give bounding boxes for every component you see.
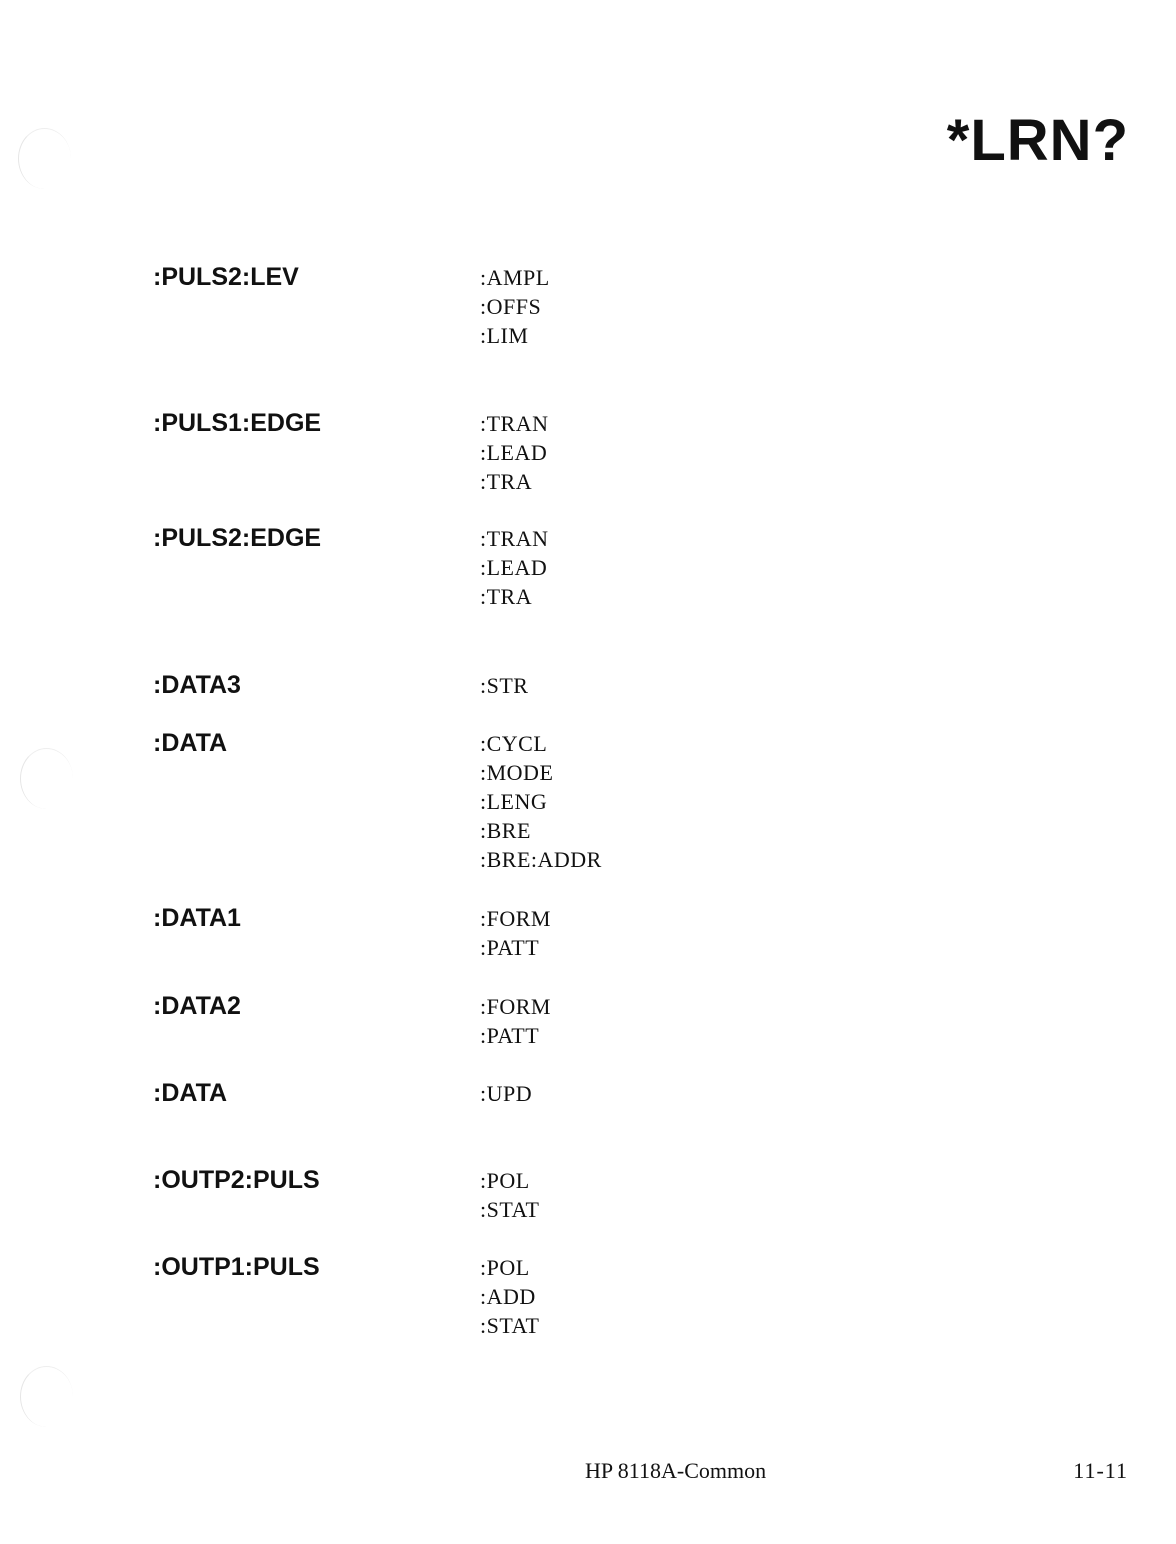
subcommand-item: :POL (480, 1168, 530, 1193)
subcommand-item: :LEAD (480, 555, 548, 580)
command-group-name: :OUTP1:PULS (153, 1253, 320, 1281)
subcommand-list (480, 671, 528, 700)
subcommand-item: :PATT (480, 1023, 540, 1048)
subcommand-list (480, 263, 550, 350)
command-group-name: :PULS2:LEV (153, 263, 299, 291)
subcommand-item: :CYCL (480, 731, 548, 756)
subcommand-item: :OFFS (480, 294, 542, 319)
subcommand-item: :BRE (480, 818, 531, 843)
page-title: *LRN? (946, 108, 1129, 173)
subcommand-item: :TRA (480, 469, 533, 494)
command-group-name: :PULS2:EDGE (153, 524, 322, 552)
subcommand-list (480, 729, 602, 874)
subcommand-item: :FORM (480, 906, 551, 931)
subcommand-list (480, 1253, 539, 1340)
subcommand-item: :LIM (480, 323, 529, 348)
command-group-name: :DATA (153, 729, 228, 757)
subcommand-list (480, 524, 549, 611)
command-group-name: :OUTP2:PULS (153, 1166, 320, 1194)
command-group-name: :DATA (153, 1079, 228, 1107)
subcommand-item: :STR (480, 673, 529, 698)
subcommand-item: :MODE (480, 760, 554, 785)
footer-document-name: HP 8118A-Common (585, 1458, 767, 1483)
subcommand-list (480, 904, 551, 962)
subcommand-item: :TRAN (480, 411, 549, 436)
binder-hole-mark (20, 1366, 73, 1427)
subcommand-item: :TRA (480, 584, 533, 609)
footer-page-number: 11-11 (1073, 1458, 1128, 1483)
subcommand-item: :TRAN (480, 526, 549, 551)
subcommand-list (480, 409, 549, 496)
subcommand-item: :BRE:ADDR (480, 847, 602, 872)
binder-hole-mark (20, 748, 73, 809)
subcommand-list (480, 992, 551, 1050)
command-group-name: :DATA1 (153, 904, 241, 932)
subcommand-item: :PATT (480, 935, 540, 960)
subcommand-item: :UPD (480, 1081, 533, 1106)
subcommand-item: :LENG (480, 789, 548, 814)
command-group-name: :DATA3 (153, 671, 241, 699)
subcommand-item: :STAT (480, 1197, 540, 1222)
subcommand-item: :ADD (480, 1284, 536, 1309)
subcommand-item: :AMPL (480, 265, 550, 290)
subcommand-list (480, 1079, 532, 1108)
command-group-name: :DATA2 (153, 992, 241, 1020)
subcommand-item: :LEAD (480, 440, 548, 465)
subcommand-item: :POL (480, 1255, 530, 1280)
binder-hole-mark (18, 128, 71, 189)
subcommand-item: :FORM (480, 994, 551, 1019)
subcommand-list (480, 1166, 539, 1224)
command-group-name: :PULS1:EDGE (153, 409, 322, 437)
subcommand-item: :STAT (480, 1313, 540, 1338)
